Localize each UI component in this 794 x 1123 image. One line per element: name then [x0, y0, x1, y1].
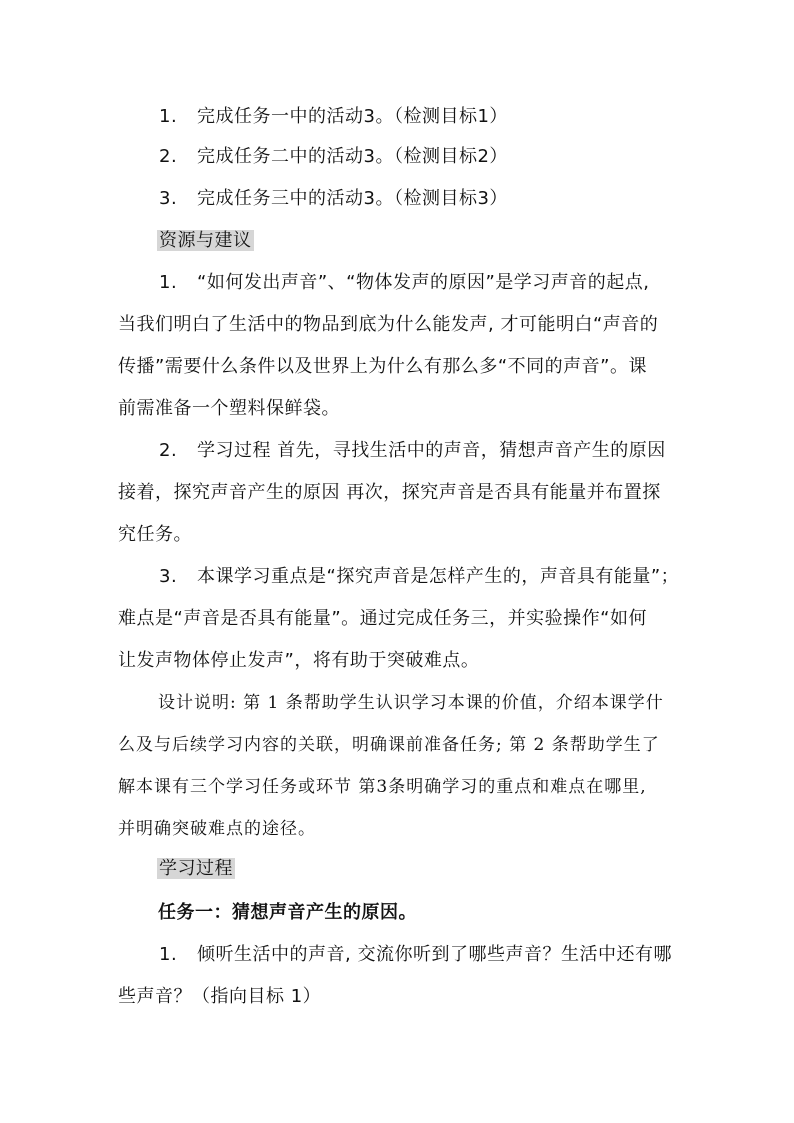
assessment-item-3	[159, 186, 508, 212]
resource-3-line-3: 让发声物体停止发声”，将有助于突破难点。	[118, 650, 480, 671]
section-heading: 资源与建议	[159, 230, 252, 251]
item-number: 1.	[159, 106, 178, 127]
paragraph-text: 学习过程 首先，寻找生活中的声音，猜想声音产生的原因	[197, 440, 666, 461]
resource-1-line-2: 当我们明白了生活中的物品到底为什么能发声, 才可能明白“声音的	[118, 314, 659, 335]
resource-2-line-3: 究任务。	[118, 524, 192, 545]
section-heading: 学习过程	[159, 858, 233, 879]
item-number: 1.	[159, 944, 178, 965]
resource-3-line-1	[159, 564, 679, 590]
item-number: 3.	[159, 188, 178, 209]
design-note-line-4: 并明确突破难点的途径。	[118, 819, 316, 839]
resource-2-line-2: 接着，探究声音产生的原因 再次，探究声音是否具有能量并布置探	[118, 482, 661, 503]
paragraph-text: “如何发出声音”、“物体发声的原因”是学习声音的起点,	[197, 272, 650, 293]
assessment-item-2	[159, 144, 508, 170]
item-number: 2.	[159, 146, 178, 167]
resource-3-line-2: 难点是“声音是否具有能量”。通过完成任务三，并实验操作“如何	[118, 608, 647, 629]
resource-1-line-4: 前需准备一个塑料保鲜袋。	[118, 398, 340, 419]
paragraph-text: 倾听生活中的声音, 交流你听到了哪些声音？生活中还有哪	[197, 944, 672, 965]
item-text: 完成任务二中的活动3。（检测目标2）	[197, 146, 508, 167]
resource-1-line-1	[159, 270, 650, 296]
resources-heading	[157, 228, 254, 254]
task-1-title: 任务一：猜想声音产生的原因。	[158, 902, 417, 923]
item-text: 完成任务一中的活动3。（检测目标1）	[197, 106, 508, 127]
item-number: 2.	[159, 440, 178, 461]
resource-2-line-1	[159, 438, 666, 464]
item-text: 完成任务三中的活动3。（检测目标3）	[197, 188, 508, 209]
paragraph-text: 本课学习重点是“探究声音是怎样产生的，声音具有能量”；	[197, 566, 680, 587]
task-1-item-line-1	[159, 942, 672, 968]
design-note-line-2: 么及与后续学习内容的关联，明确课前准备任务; 第 2 条帮助学生了	[118, 735, 660, 755]
item-number: 1.	[159, 272, 178, 293]
resource-1-line-3: 传播”需要什么条件以及世界上为什么有那么多“不同的声音”。课	[118, 356, 647, 377]
item-number: 3.	[159, 566, 178, 587]
task-1-item-line-2: 些声音？（指向目标 1）	[118, 986, 322, 1007]
design-note-line-3: 解本课有三个学习任务或环节 第3条明确学习的重点和难点在哪里,	[118, 777, 647, 797]
process-heading	[157, 856, 235, 882]
assessment-item-1	[159, 104, 508, 130]
design-note-line-1: 设计说明: 第 1 条帮助学生认识学习本课的价值，介绍本课学什	[158, 693, 664, 713]
